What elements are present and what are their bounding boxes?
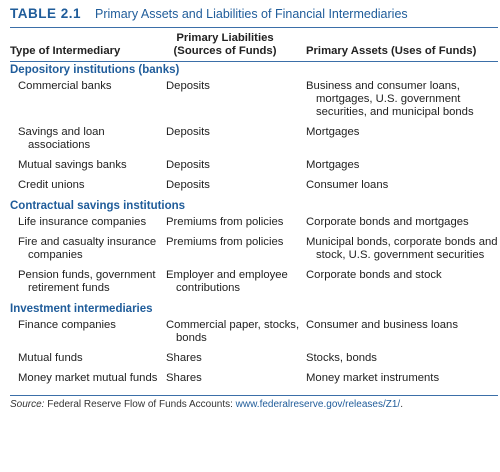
table-row	[10, 158, 498, 178]
table-body	[10, 62, 498, 392]
cell-type-text: Money market mutual funds	[18, 372, 158, 384]
cell-assets-text: Consumer loans	[306, 179, 389, 191]
section-heading: Contractual savings institutions	[10, 200, 186, 212]
table-row	[10, 318, 498, 351]
section-heading: Depository institutions (banks)	[10, 64, 180, 76]
cell-assets-text: Corporate bonds and stock	[306, 269, 442, 281]
cell-assets	[306, 178, 498, 198]
section-heading: Investment intermediaries	[10, 303, 153, 315]
cell-liabilities	[166, 268, 306, 301]
cell-assets-text: Municipal bonds, corporate bonds and stock, U.S. government securities	[306, 236, 498, 261]
cell-liabilities-text: Commercial paper, stocks, bonds	[166, 319, 300, 344]
cell-type-text: Fire and casualty insurance companies	[18, 236, 157, 261]
header-assets: Primary Assets (Uses of Funds)	[306, 28, 498, 62]
cell-liabilities	[166, 79, 306, 125]
cell-assets-text: Mortgages	[306, 159, 360, 171]
cell-liabilities	[166, 371, 306, 391]
cell-liabilities-text: Deposits	[166, 126, 210, 138]
table-row	[10, 178, 498, 198]
cell-type-text: Commercial banks	[18, 80, 112, 92]
cell-type-text: Life insurance companies	[18, 216, 147, 228]
table-row	[10, 125, 498, 158]
cell-liabilities-text: Employer and employee contributions	[166, 269, 288, 294]
cell-assets	[306, 235, 498, 268]
table-row	[10, 79, 498, 125]
cell-type	[10, 158, 166, 178]
cell-assets	[306, 215, 498, 235]
cell-liabilities-text: Deposits	[166, 159, 210, 171]
cell-liabilities	[166, 235, 306, 268]
cell-assets	[306, 79, 498, 125]
cell-liabilities	[166, 178, 306, 198]
table-label: TABLE 2.1	[10, 6, 82, 21]
cell-liabilities	[166, 351, 306, 371]
cell-type-text: Savings and loan associations	[18, 126, 105, 151]
cell-type-text: Credit unions	[18, 179, 85, 191]
cell-assets-text: Business and consumer loans, mortgages, U.S. government securities, and municipal bonds	[306, 80, 474, 118]
cell-liabilities-text: Shares	[166, 352, 202, 364]
source-link[interactable]: www.federalreserve.gov/releases/Z1/	[235, 399, 401, 410]
cell-assets-text: Consumer and business loans	[306, 319, 458, 331]
table-title-row	[10, 6, 498, 28]
cell-type	[10, 268, 166, 301]
cell-type-text: Mutual funds	[18, 352, 83, 364]
cell-assets	[306, 268, 498, 301]
intermediaries-table	[10, 28, 498, 391]
table-row	[10, 268, 498, 301]
source-end: .	[400, 399, 403, 410]
cell-type	[10, 318, 166, 351]
section-row	[10, 62, 498, 80]
cell-liabilities-text: Deposits	[166, 80, 210, 92]
table-row	[10, 215, 498, 235]
cell-type	[10, 351, 166, 371]
cell-type-text: Pension funds, government retirement funds	[18, 269, 156, 294]
cell-assets-text: Corporate bonds and mortgages	[306, 216, 469, 228]
section-row	[10, 198, 498, 215]
cell-assets-text: Money market instruments	[306, 372, 440, 384]
cell-liabilities-text: Premiums from policies	[166, 236, 284, 248]
table-row	[10, 235, 498, 268]
document-page	[10, 6, 498, 410]
cell-liabilities-text: Deposits	[166, 179, 210, 191]
cell-liabilities	[166, 318, 306, 351]
cell-assets	[306, 371, 498, 391]
table-row	[10, 371, 498, 391]
cell-type	[10, 178, 166, 198]
table-title: Primary Assets and Liabilities of Financial Intermediaries	[95, 7, 408, 21]
cell-liabilities	[166, 125, 306, 158]
source-label: Source:	[10, 399, 45, 410]
header-liabilities-text: Primary Liabilities (Sources of Funds)	[173, 32, 277, 57]
cell-assets	[306, 125, 498, 158]
source-text: Federal Reserve Flow of Funds Accounts:	[44, 399, 236, 410]
cell-assets-text: Stocks, bonds	[306, 352, 377, 364]
header-type: Type of Intermediary	[10, 28, 166, 62]
cell-type	[10, 79, 166, 125]
cell-type	[10, 235, 166, 268]
cell-type	[10, 215, 166, 235]
cell-liabilities-text: Premiums from policies	[166, 216, 284, 228]
cell-liabilities	[166, 215, 306, 235]
cell-assets	[306, 351, 498, 371]
header-row	[10, 28, 498, 62]
table-row	[10, 351, 498, 371]
cell-assets	[306, 318, 498, 351]
cell-type	[10, 371, 166, 391]
cell-type	[10, 125, 166, 158]
cell-type-text: Mutual savings banks	[18, 159, 127, 171]
cell-type-text: Finance companies	[18, 319, 116, 331]
cell-liabilities-text: Shares	[166, 372, 202, 384]
header-liabilities	[166, 28, 306, 62]
cell-assets-text: Mortgages	[306, 126, 360, 138]
cell-assets	[306, 158, 498, 178]
cell-liabilities	[166, 158, 306, 178]
section-row	[10, 301, 498, 318]
source-note	[10, 395, 498, 410]
